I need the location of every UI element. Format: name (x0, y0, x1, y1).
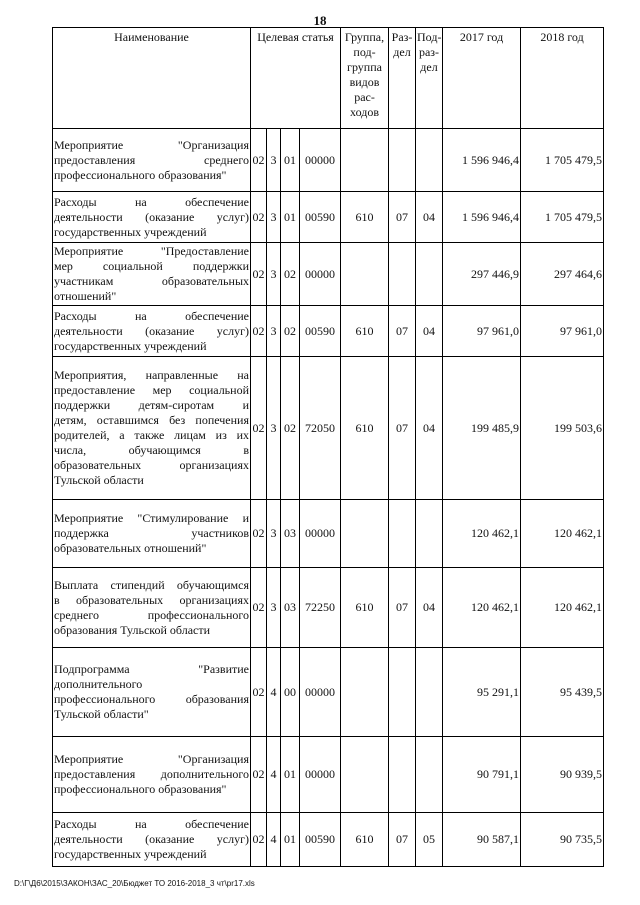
subsection-code: 04 (416, 306, 443, 357)
target-code-direction: 00000 (300, 648, 341, 737)
row-name-line: предоставление мер социальной (54, 383, 249, 397)
target-code-subprogram: 3 (267, 500, 281, 568)
section-code: 07 (389, 357, 416, 500)
row-name-line: Тульской области" (54, 707, 149, 721)
target-code-event: 03 (281, 568, 300, 648)
header-line: видов (349, 75, 380, 89)
row-name-line: среднего профессионального (54, 607, 249, 622)
amount-2018: 199 503,6 (521, 357, 604, 500)
target-code-subprogram: 3 (267, 192, 281, 243)
target-code-direction: 00590 (300, 306, 341, 357)
row-name-line: детям, оставшимся без попечения (54, 413, 249, 427)
header-row (53, 28, 604, 129)
subsection-code: 04 (416, 192, 443, 243)
row-name-line: профессионального образования" (54, 167, 227, 182)
expense-group: 610 (341, 306, 389, 357)
target-code-direction: 00590 (300, 813, 341, 867)
row-name-line: отношений" (54, 289, 117, 303)
amount-2017: 90 791,1 (443, 737, 521, 813)
subsection-code: 05 (416, 813, 443, 867)
target-code-program: 02 (251, 243, 267, 306)
target-code-subprogram: 3 (267, 357, 281, 500)
expense-group (341, 243, 389, 306)
target-code-event: 01 (281, 129, 300, 192)
target-code-event: 02 (281, 357, 300, 500)
table-row (53, 500, 604, 568)
row-name (53, 243, 251, 306)
row-name-line: Подпрограмма "Развитие (54, 662, 249, 676)
row-name (53, 648, 251, 737)
row-name-line: Расходы на обеспечение (54, 308, 249, 323)
header-line: рас- (354, 90, 375, 104)
row-name (53, 500, 251, 568)
expense-group: 610 (341, 192, 389, 243)
target-code-event: 01 (281, 813, 300, 867)
target-code-subprogram: 3 (267, 243, 281, 306)
table-row (53, 192, 604, 243)
target-code-program: 02 (251, 129, 267, 192)
page-number: 18 (313, 13, 327, 28)
table-row (53, 306, 604, 357)
row-name-line: государственных учреждений (54, 338, 207, 353)
subsection-code (416, 500, 443, 568)
section-code (389, 243, 416, 306)
row-name-line: предоставления дополнительного (54, 767, 249, 781)
header-line: Раз- (391, 30, 413, 44)
row-name-line: деятельности (оказание услуг) (54, 832, 249, 846)
target-code-subprogram: 3 (267, 306, 281, 357)
amount-2018: 1 705 479,5 (521, 192, 604, 243)
header-year-2018: 2018 год (521, 28, 604, 129)
amount-2017: 90 587,1 (443, 813, 521, 867)
header-line: дел (393, 45, 411, 59)
row-name-line: Мероприятие "Организация (54, 137, 249, 152)
target-code-program: 02 (251, 500, 267, 568)
row-name-line: Расходы на обеспечение (54, 817, 249, 831)
row-name-line: поддержки детям-сиротам и (54, 398, 249, 412)
expense-group: 610 (341, 568, 389, 648)
target-code-direction: 00000 (300, 737, 341, 813)
target-code-program: 02 (251, 306, 267, 357)
target-code-event: 01 (281, 737, 300, 813)
amount-2018: 120 462,1 (521, 568, 604, 648)
amount-2018: 97 961,0 (521, 306, 604, 357)
amount-2018: 95 439,5 (521, 648, 604, 737)
row-name (53, 306, 251, 357)
target-code-direction: 00000 (300, 243, 341, 306)
expense-group (341, 500, 389, 568)
header-line: дел (420, 60, 438, 74)
subsection-code (416, 129, 443, 192)
header-section (389, 28, 416, 129)
subsection-code (416, 243, 443, 306)
target-code-direction: 00590 (300, 192, 341, 243)
target-code-event: 03 (281, 500, 300, 568)
row-name-line: Мероприятие "Организация (54, 752, 249, 766)
target-code-subprogram: 3 (267, 568, 281, 648)
target-code-program: 02 (251, 357, 267, 500)
amount-2017: 1 596 946,4 (443, 192, 521, 243)
amount-2018: 1 705 479,5 (521, 129, 604, 192)
target-code-event: 02 (281, 243, 300, 306)
row-name-line: профессионального образования (54, 692, 249, 706)
amount-2017: 97 961,0 (443, 306, 521, 357)
header-line: группа (347, 60, 382, 74)
amount-2017: 297 446,9 (443, 243, 521, 306)
file-path-footer: D:\Г\Д6\2015\ЗАКОН\ЗАС_20\Бюджет ТО 2016-2018_3 чт\pr17.xls (14, 879, 255, 888)
target-code-program: 02 (251, 568, 267, 648)
header-line: Под- (417, 30, 442, 44)
header-group (341, 28, 389, 129)
expense-group (341, 737, 389, 813)
row-name-line: деятельности (оказание услуг) (54, 323, 249, 338)
amount-2018: 90 939,5 (521, 737, 604, 813)
table-row (53, 648, 604, 737)
target-code-subprogram: 3 (267, 129, 281, 192)
target-code-event: 01 (281, 192, 300, 243)
table-row (53, 568, 604, 648)
table-row (53, 357, 604, 500)
row-name-line: Выплата стипендий обучающимся (54, 577, 249, 592)
expense-group: 610 (341, 813, 389, 867)
amount-2017: 95 291,1 (443, 648, 521, 737)
row-name-line: Мероприятия, направленные на (54, 368, 249, 382)
section-code: 07 (389, 306, 416, 357)
amount-2018: 297 464,6 (521, 243, 604, 306)
row-name-line: дополнительного (54, 677, 143, 691)
subsection-code (416, 737, 443, 813)
target-code-subprogram: 4 (267, 813, 281, 867)
row-name-line: Мероприятие "Предоставление (54, 244, 249, 258)
target-code-program: 02 (251, 737, 267, 813)
header-line: под- (353, 45, 376, 59)
amount-2018: 90 735,5 (521, 813, 604, 867)
amount-2017: 1 596 946,4 (443, 129, 521, 192)
subsection-code (416, 648, 443, 737)
row-name-line: образования Тульской области (54, 622, 211, 637)
row-name-line: профессионального образования" (54, 782, 227, 796)
row-name-line: участникам образовательных (54, 274, 249, 288)
row-name (53, 737, 251, 813)
row-name-line: мер социальной поддержки (54, 259, 249, 273)
row-name-line: числа, обучающимся в (54, 443, 249, 457)
row-name-line: Тульской области (54, 473, 144, 487)
expense-group (341, 648, 389, 737)
amount-2017: 120 462,1 (443, 568, 521, 648)
table-row (53, 737, 604, 813)
amount-2017: 120 462,1 (443, 500, 521, 568)
target-code-direction: 00000 (300, 129, 341, 192)
row-name (53, 357, 251, 500)
row-name-line: родителей, а также лицам из их (54, 428, 249, 442)
target-code-event: 02 (281, 306, 300, 357)
header-line: ходов (350, 105, 379, 119)
target-code-program: 02 (251, 648, 267, 737)
section-code (389, 737, 416, 813)
target-code-subprogram: 4 (267, 648, 281, 737)
header-name: Наименование (53, 28, 251, 129)
amount-2017: 199 485,9 (443, 357, 521, 500)
subsection-code: 04 (416, 357, 443, 500)
section-code: 07 (389, 192, 416, 243)
row-name-line: поддержка участников (54, 526, 249, 540)
target-code-subprogram: 4 (267, 737, 281, 813)
row-name (53, 813, 251, 867)
row-name-line: образовательных отношений" (54, 541, 207, 555)
header-subsection (416, 28, 443, 129)
row-name-line: Расходы на обеспечение (54, 194, 249, 209)
table-row (53, 813, 604, 867)
amount-2018: 120 462,1 (521, 500, 604, 568)
row-name (53, 192, 251, 243)
row-name (53, 129, 251, 192)
target-code-direction: 00000 (300, 500, 341, 568)
row-name-line: образовательных организациях (54, 458, 249, 472)
section-code: 07 (389, 813, 416, 867)
header-year-2017: 2017 год (443, 28, 521, 129)
header-target-article: Целевая статья (251, 28, 341, 129)
table-row (53, 129, 604, 192)
target-code-direction: 72050 (300, 357, 341, 500)
target-code-direction: 72250 (300, 568, 341, 648)
section-code (389, 129, 416, 192)
row-name-line: деятельности (оказание услуг) (54, 209, 249, 224)
row-name-line: предоставления среднего (54, 152, 249, 167)
section-code (389, 648, 416, 737)
row-name (53, 568, 251, 648)
row-name-line: в образовательных организациях (54, 592, 249, 607)
row-name-line: государственных учреждений (54, 847, 207, 861)
expense-group: 610 (341, 357, 389, 500)
section-code (389, 500, 416, 568)
target-code-event: 00 (281, 648, 300, 737)
budget-table (52, 27, 604, 867)
row-name-line: государственных учреждений (54, 224, 207, 239)
target-code-program: 02 (251, 813, 267, 867)
row-name-line: Мероприятие "Стимулирование и (54, 511, 249, 525)
header-line: раз- (418, 45, 440, 59)
target-code-program: 02 (251, 192, 267, 243)
subsection-code: 04 (416, 568, 443, 648)
table-row (53, 243, 604, 306)
expense-group (341, 129, 389, 192)
header-line: Группа, (344, 30, 385, 44)
section-code: 07 (389, 568, 416, 648)
